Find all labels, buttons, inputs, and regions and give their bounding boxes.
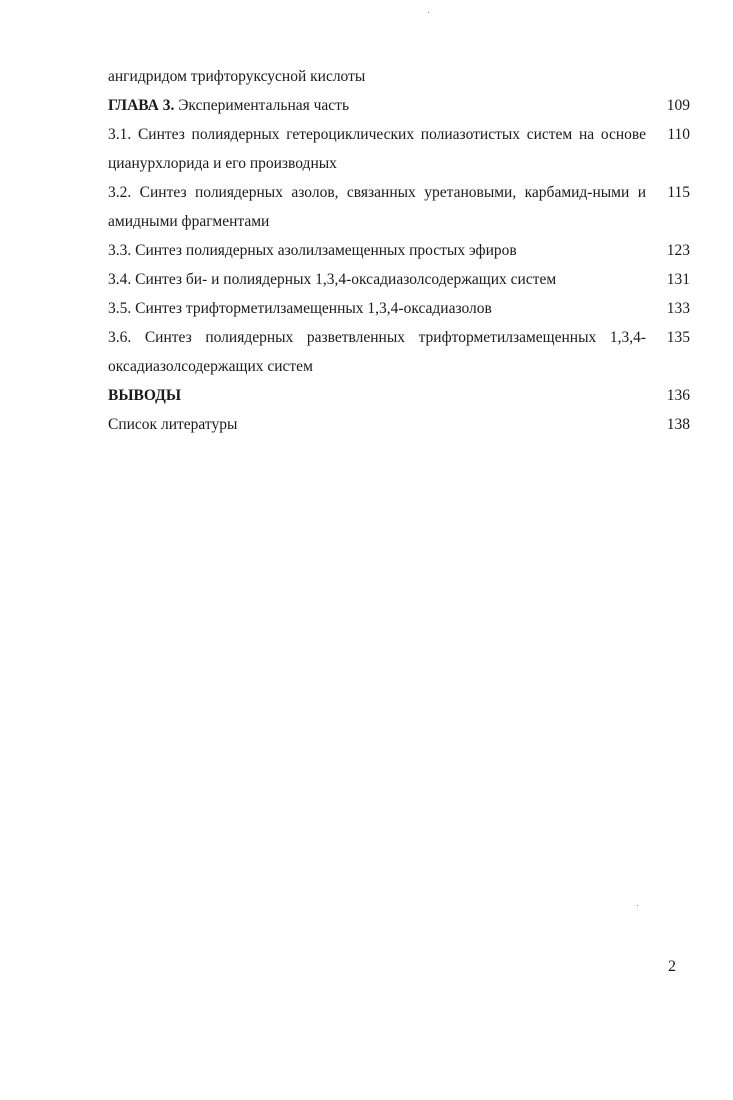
toc-entry-text: 3.6. Синтез полиядерных разветвленных трифторметилзамещенных 1,3,4-оксадиазолсодержащих систем bbox=[108, 329, 646, 375]
toc-entry-row bbox=[108, 120, 690, 178]
toc-entry-page: 131 bbox=[666, 271, 690, 288]
page-number: 2 bbox=[668, 958, 676, 975]
toc-entry-text: 3.3. Синтез полиядерных азолилзамещенных простых эфиров bbox=[108, 242, 517, 259]
table-of-contents bbox=[108, 62, 690, 439]
toc-entry-row bbox=[108, 323, 690, 381]
references-page: 138 bbox=[666, 416, 690, 433]
toc-entry-text: 3.5. Синтез трифторметилзамещенных 1,3,4-оксадиазолов bbox=[108, 300, 492, 317]
toc-entry-row bbox=[108, 236, 690, 265]
toc-entry-page: 115 bbox=[667, 184, 690, 201]
toc-entry-page: 135 bbox=[666, 329, 690, 346]
toc-continuation-text: ангидридом трифторуксусной кислоты bbox=[108, 68, 366, 85]
toc-references-row bbox=[108, 410, 690, 439]
toc-continuation-row bbox=[108, 62, 690, 91]
toc-entry-row bbox=[108, 265, 690, 294]
toc-entry-text: 3.1. Синтез полиядерных гетероциклических полиазотистых систем на основе цианурхлорида и его производных bbox=[108, 126, 646, 172]
toc-entry-page: 133 bbox=[666, 300, 690, 317]
chapter-3-page: 109 bbox=[666, 97, 690, 114]
toc-conclusions-row bbox=[108, 381, 690, 410]
scan-speck bbox=[428, 12, 429, 13]
references-title: Список литературы bbox=[108, 416, 238, 433]
conclusions-page: 136 bbox=[666, 387, 690, 404]
toc-entry-text: 3.2. Синтез полиядерных азолов, связанных уретановыми, карбамид-ными и амидными фрагментами bbox=[108, 184, 646, 230]
chapter-3-label: ГЛАВА 3. bbox=[108, 97, 175, 114]
scan-speck bbox=[637, 905, 638, 906]
conclusions-title: ВЫВОДЫ bbox=[108, 387, 182, 404]
toc-entry-text: 3.4. Синтез би- и полиядерных 1,3,4-оксадиазолсодержащих систем bbox=[108, 271, 557, 288]
toc-entry-row bbox=[108, 294, 690, 323]
toc-chapter-3-row bbox=[108, 91, 690, 120]
chapter-3-title: Экспериментальная часть bbox=[178, 97, 350, 114]
toc-entry-page: 123 bbox=[666, 242, 690, 259]
toc-entry-row bbox=[108, 178, 690, 236]
toc-entry-page: 110 bbox=[667, 126, 690, 143]
